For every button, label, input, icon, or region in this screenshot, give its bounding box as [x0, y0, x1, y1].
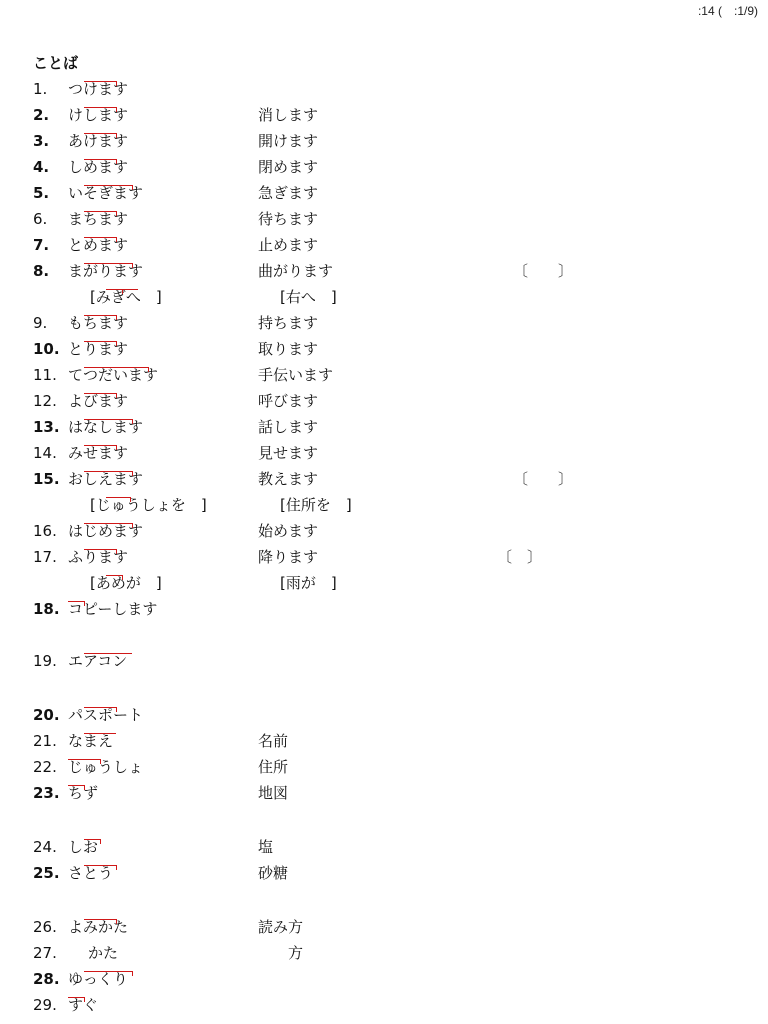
- item-number: 23.: [33, 784, 60, 802]
- item-reading: しお: [68, 838, 99, 856]
- item-number: 5.: [33, 184, 50, 202]
- item-number: 2.: [33, 106, 50, 124]
- vocab-subline-8: [0, 286, 768, 308]
- item-number: 21.: [33, 732, 57, 750]
- item-reading: まちます: [68, 210, 129, 228]
- vocab-item-7: [0, 234, 768, 256]
- item-number: 8.: [33, 262, 50, 280]
- item-number: 9.: [33, 314, 48, 332]
- item-kanji: 見せます: [258, 444, 319, 462]
- item-reading: よびます: [68, 392, 129, 410]
- item-number: 7.: [33, 236, 50, 254]
- page-info: :14 ( :1/9): [697, 4, 758, 18]
- item-kanji: 砂糖: [258, 864, 289, 882]
- vocab-item-15: [0, 468, 768, 490]
- item-kanji: 止めます: [258, 236, 319, 254]
- item-number: 29.: [33, 996, 57, 1014]
- item-reading: しめます: [68, 158, 129, 176]
- item-kanji: 待ちます: [258, 210, 319, 228]
- item-number: 25.: [33, 864, 60, 882]
- vocab-item-5: [0, 182, 768, 204]
- item-number: 19.: [33, 652, 57, 670]
- item-kanji: 消します: [258, 106, 319, 124]
- vocab-item-27: [0, 942, 768, 964]
- item-kanji: 閉めます: [258, 158, 319, 176]
- item-reading: かた: [88, 944, 119, 962]
- item-reading: いそぎます: [68, 184, 144, 202]
- item-number: 4.: [33, 158, 50, 176]
- vocab-item-13: [0, 416, 768, 438]
- item-reading: つけます: [68, 80, 129, 98]
- item-reading: はなします: [68, 418, 144, 436]
- item-number: 18.: [33, 600, 60, 618]
- vocab-item-9: [0, 312, 768, 334]
- item-reading: もちます: [68, 314, 129, 332]
- item-reading: ちず: [68, 784, 99, 802]
- item-number: 26.: [33, 918, 57, 936]
- vocab-item-17: [0, 546, 768, 568]
- vocab-item-6: [0, 208, 768, 230]
- vocab-item-25: [0, 862, 768, 884]
- item-number: 27.: [33, 944, 57, 962]
- vocab-item-20: [0, 704, 768, 726]
- answer-blank: 〔 〕: [513, 470, 574, 488]
- item-kanji: 名前: [258, 732, 289, 750]
- item-phrase-kanji: [住所を ]: [280, 496, 352, 514]
- vocab-item-3: [0, 130, 768, 152]
- vocab-item-19: [0, 650, 768, 672]
- item-reading: おしえます: [68, 470, 144, 488]
- item-phrase-kanji: [右へ ]: [280, 288, 337, 306]
- item-kanji: 手伝います: [258, 366, 334, 384]
- vocab-subline-15: [0, 494, 768, 516]
- vocab-item-22: [0, 756, 768, 778]
- item-reading: まがります: [68, 262, 144, 280]
- item-phrase-reading: [あめが ]: [90, 574, 162, 592]
- item-number: 11.: [33, 366, 57, 384]
- item-number: 17.: [33, 548, 57, 566]
- item-number: 16.: [33, 522, 57, 540]
- vocab-item-23: [0, 782, 768, 804]
- item-kanji: 地図: [258, 784, 289, 802]
- item-reading: けします: [68, 106, 129, 124]
- item-kanji: 持ちます: [258, 314, 319, 332]
- item-number: 24.: [33, 838, 57, 856]
- item-number: 1.: [33, 80, 48, 98]
- item-kanji: 方: [288, 944, 304, 962]
- vocab-item-21: [0, 730, 768, 752]
- item-number: 10.: [33, 340, 60, 358]
- answer-blank: 〔 〕: [497, 548, 543, 566]
- item-phrase-kanji: [雨が ]: [280, 574, 337, 592]
- item-number: 28.: [33, 970, 60, 988]
- vocab-item-4: [0, 156, 768, 178]
- item-phrase-reading: [じゅうしょを ]: [90, 496, 207, 514]
- vocab-item-2: [0, 104, 768, 126]
- item-reading: じゅうしょ: [68, 758, 144, 776]
- item-kanji: 呼びます: [258, 392, 319, 410]
- vocab-subline-17: [0, 572, 768, 594]
- item-kanji: 急ぎます: [258, 184, 319, 202]
- item-reading: なまえ: [68, 732, 114, 750]
- vocab-item-1: [0, 78, 768, 100]
- vocab-item-18: [0, 598, 768, 620]
- item-kanji: 塩: [258, 838, 274, 856]
- vocab-item-11: [0, 364, 768, 386]
- vocab-item-24: [0, 836, 768, 858]
- vocab-item-12: [0, 390, 768, 412]
- vocab-item-10: [0, 338, 768, 360]
- item-number: 22.: [33, 758, 57, 776]
- item-reading: パスポート: [68, 706, 144, 724]
- item-kanji: 読み方: [258, 918, 304, 936]
- item-kanji: 教えます: [258, 470, 319, 488]
- item-kanji: 開けます: [258, 132, 319, 150]
- item-number: 14.: [33, 444, 57, 462]
- item-reading: ゆっくり: [68, 970, 128, 988]
- item-kanji: 取ります: [258, 340, 319, 358]
- item-reading: よみかた: [68, 918, 129, 936]
- vocab-item-29: [0, 994, 768, 1016]
- item-reading: とります: [68, 340, 129, 358]
- item-number: 13.: [33, 418, 60, 436]
- item-reading: てつだいます: [68, 366, 159, 384]
- item-kanji: 話します: [258, 418, 319, 436]
- item-number: 6.: [33, 210, 48, 228]
- item-reading: さとう: [68, 864, 114, 882]
- vocab-item-26: [0, 916, 768, 938]
- answer-blank: 〔 〕: [513, 262, 574, 280]
- item-reading: みせます: [68, 444, 129, 462]
- item-number: 12.: [33, 392, 57, 410]
- item-number: 20.: [33, 706, 60, 724]
- item-kanji: 住所: [258, 758, 289, 776]
- item-reading: あけます: [68, 132, 129, 150]
- vocab-item-28: [0, 968, 768, 990]
- item-reading: すぐ: [68, 996, 99, 1014]
- item-reading: コピーします: [68, 600, 158, 618]
- item-kanji: 降ります: [258, 548, 319, 566]
- vocab-item-8: [0, 260, 768, 282]
- item-reading: エアコン: [68, 652, 128, 670]
- item-phrase-reading: [みぎへ ]: [90, 288, 162, 306]
- item-kanji: 始めます: [258, 522, 319, 540]
- item-number: 15.: [33, 470, 60, 488]
- section-title: ことば: [33, 54, 79, 72]
- item-reading: はじめます: [68, 522, 144, 540]
- vocab-item-16: [0, 520, 768, 542]
- item-number: 3.: [33, 132, 50, 150]
- item-reading: とめます: [68, 236, 129, 254]
- item-kanji: 曲がります: [258, 262, 334, 280]
- item-reading: ふります: [68, 548, 129, 566]
- vocab-item-14: [0, 442, 768, 464]
